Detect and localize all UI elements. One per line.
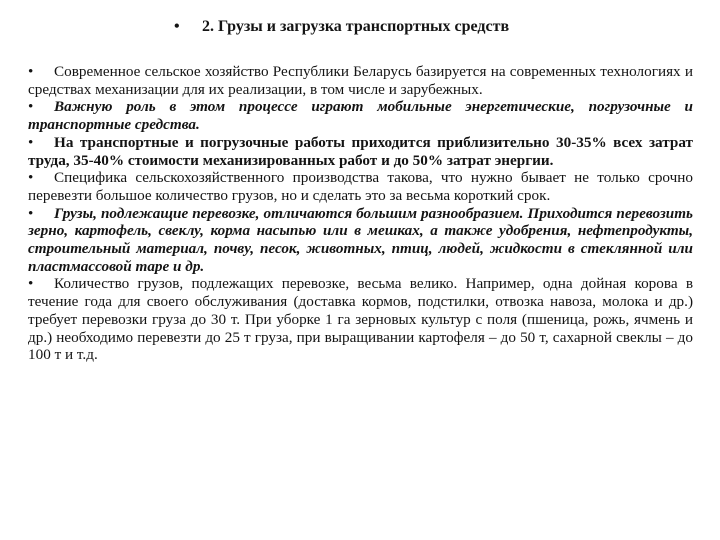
paragraph-3 <box>28 134 693 169</box>
paragraph-2-text: Важную роль в этом процессе играют мобильные энергетические, погрузочные и транспортные средства. <box>28 98 693 134</box>
paragraph-6 <box>28 275 693 364</box>
slide-body <box>28 63 693 364</box>
paragraph-1 <box>28 63 693 98</box>
paragraph-5-text-a: Грузы, подлежащие перевозке, отличаются большим разнообразием. <box>54 204 524 222</box>
paragraph-5-text-b: Приходится перевозить зерно, картофель, свеклу, корма насыпью или в мешках, а также удобрения, нефтепродукты, строительный материал, почву, песок, животных, птиц, людей, жидкости в стеклянной или пластмассовой таре и др. <box>28 204 693 275</box>
bullet-6: • <box>28 275 34 293</box>
paragraph-4 <box>28 169 693 204</box>
bullet-3: • <box>28 133 34 151</box>
bullet-5: • <box>28 204 34 222</box>
paragraph-1-text: Современное сельское хозяйство Республики Беларусь базируется на современных технологиях и средствах механизации для их реализации, в том числе и зарубежных. <box>28 63 693 98</box>
paragraph-5 <box>28 205 693 276</box>
paragraph-3-text: На транспортные и погрузочные работы приходится приблизительно 30-35% всех затрат труда, 35-40% стоимости механизированных работ и до 50% затрат энергии. <box>28 133 693 169</box>
bullet-2: • <box>28 98 34 116</box>
paragraph-6-text: Количество грузов, подлежащих перевозке, весьма велико. Например, одна дойная корова в течение года для своего обслуживания (доставка кормов, подстилки, отвозка навоза, молока и др.) требует перевозки груза до 30 т. При уборке 1 га зерновых культур с поля (пшеница, рожь, ячмень и др.) необходимо перевезти до 25 т груза, при выращивании картофеля – до 50 т, сахарной свеклы – до 100 т и т.д. <box>28 275 693 364</box>
title-bullet: • <box>174 18 180 35</box>
title-text: 2. Грузы и загрузка транспортных средств <box>202 18 510 35</box>
paragraph-2 <box>28 98 693 133</box>
bullet-1: • <box>28 63 34 80</box>
bullet-4: • <box>28 169 34 187</box>
slide-title <box>174 18 509 36</box>
paragraph-4-text: Специфика сельскохозяйственного производства такова, что нужно бывает не только срочно перевезти большое количество грузов, но и сделать это за весьма короткий срок. <box>28 169 693 204</box>
